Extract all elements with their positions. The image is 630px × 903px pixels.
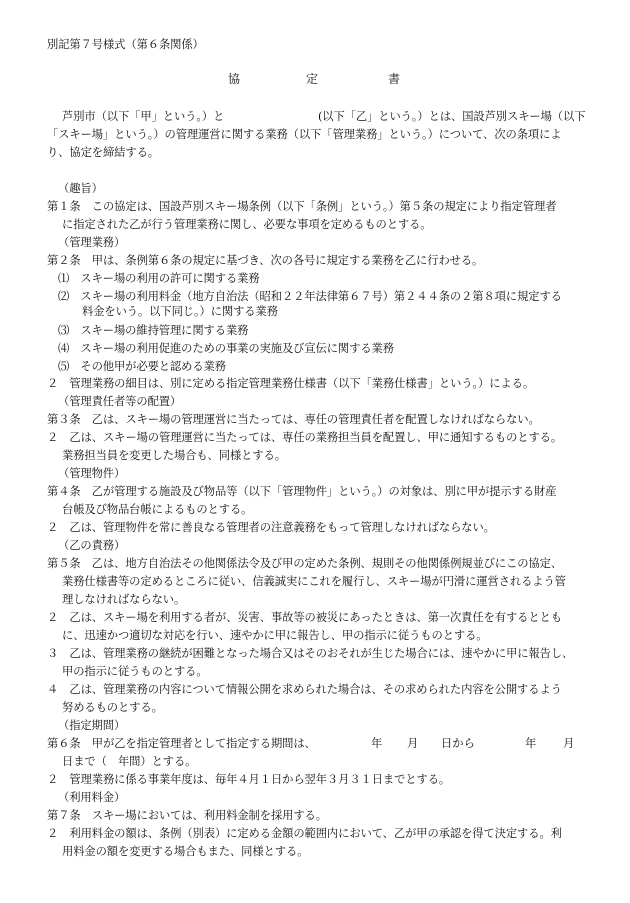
article-6-line-2: 日まで（ 年間）とする。 xyxy=(62,755,197,768)
intro-line-2: 「スキー場」という。）の管理運営に関する業務（以下「管理業務」という。）について、次の条項によ xyxy=(47,128,562,141)
article-7-para-2: ２ 利用料金の額は、条例（別表）に定める金額の範囲内において、乙が甲の承認を得て決定する。利 xyxy=(47,827,562,840)
article-7-line-1: 第７条 スキー場においては、利用料金制を採用する。 xyxy=(47,809,327,822)
article-7-para-2-cont: 用料金の額を変更する場合もまた、同様とする。 xyxy=(62,845,309,858)
article-5-line-2: 業務仕様書等の定めるところに従い、信義誠実にこれを履行し、スキー場が円滑に運営されるよう管 xyxy=(62,575,566,588)
article-4-line-2: 台帳及び物品台帳によるものとする。 xyxy=(62,503,253,516)
article-5-para-2: ２ 乙は、スキー場を利用する者が、災害、事故等の被災にあったときは、第一次責任を有するととも xyxy=(47,611,562,624)
article-6-month-2: 月 xyxy=(563,737,575,750)
article-2-item-3: ⑶ スキー場の維持管理に関する業務 xyxy=(58,324,249,337)
article-5-para-2-cont: に、迅速かつ適切な対応を行い、速やかに甲に報告し、甲の指示に従うものとする。 xyxy=(62,629,488,642)
article-2-line-1: 第２条 甲は、条例第６条の規定に基づき、次の各号に規定する業務を乙に行わせる。 xyxy=(47,254,484,267)
article-6-heading: （指定期間） xyxy=(58,719,126,732)
article-5-line-1: 第５条 乙は、地方自治法その他関係法令及び甲の定めた条例、規則その他関係例規並びにこの協定、 xyxy=(47,557,563,570)
article-6-month-1: 月 xyxy=(407,737,419,750)
article-5-para-4: ４ 乙は、管理業務の内容について情報公開を求められた場合は、その求められた内容を公開するよう xyxy=(47,683,562,696)
article-6-year-1: 年 xyxy=(371,737,383,750)
article-3-line-1: 第３条 乙は、スキー場の管理運営に当たっては、専任の管理責任者を配置しなければならない。 xyxy=(47,413,540,426)
article-5-para-3: ３ 乙は、管理業務の継続が困難となった場合又はそのおそれが生じた場合には、速やかに甲に報告し、 xyxy=(47,647,574,660)
title-char-2: 定 xyxy=(306,72,319,86)
article-5-para-3-cont: 甲の指示に従うものとする。 xyxy=(62,665,208,678)
article-5-para-4-cont: 努めるものとする。 xyxy=(62,701,163,714)
article-2-para-2: ２ 管理業務の細目は、別に定める指定管理業務仕様書（以下「業務仕様書」という。）による。 xyxy=(47,377,535,390)
article-2-item-2-cont: 料金をいう。以下同じ。）に関する業務 xyxy=(82,305,278,318)
article-2-item-2: ⑵ スキー場の利用料金（地方自治法（昭和２２年法律第６７号）第２４４条の２第８項に規定する xyxy=(58,290,562,303)
form-label: 別記第７号様式（第６条関係） xyxy=(47,38,204,51)
article-6-day-from: 日から xyxy=(441,737,475,750)
article-1-heading: （趣旨） xyxy=(58,182,103,195)
intro-line-1b: (以下「乙」という。）とは、国設芦別スキー場（以下 xyxy=(318,110,586,123)
intro-line-1a: 芦別市（以下「甲」という。）と xyxy=(62,110,225,123)
title-char-1: 協 xyxy=(228,72,241,86)
article-5-line-3: 理しなければならない。 xyxy=(62,593,186,606)
article-6-line-1-lead: 第６条 甲が乙を指定管理者として指定する期間は、 xyxy=(47,737,316,750)
article-2-heading: （管理業務） xyxy=(58,236,126,249)
article-4-heading: （管理物件） xyxy=(58,467,126,480)
article-1-line-1: 第１条 この協定は、国設芦別スキー場条例（以下「条例」という。）第５条の規定により指定管理者 xyxy=(47,200,557,213)
article-5-heading: （乙の責務） xyxy=(58,539,126,552)
article-6-para-2: ２ 管理業務に係る事業年度は、毎年４月１日から翌年３月３１日までとする。 xyxy=(47,773,451,786)
title-char-3: 書 xyxy=(388,72,401,86)
article-1-line-2: に指定された乙が行う管理業務に関し、必要な事項を定めるものとする。 xyxy=(62,218,432,231)
article-4-para-2: ２ 乙は、管理物件を常に善良なる管理者の注意義務をもって管理しなければならない。 xyxy=(47,521,495,534)
article-7-heading: （利用料金） xyxy=(58,791,126,804)
article-3-para-2: ２ 乙は、スキー場の管理運営に当たっては、専任の業務担当員を配置し、甲に通知するものとする。 xyxy=(47,431,563,444)
intro-line-3: り、協定を締結する。 xyxy=(47,146,159,159)
article-4-line-1: 第４条 乙が管理する施設及び物品等（以下「管理物件」という。）の対象は、別に甲が提示する財産 xyxy=(47,485,557,498)
article-2-item-5: ⑸ その他甲が必要と認める業務 xyxy=(58,360,226,373)
article-3-para-2-cont: 業務担当員を変更した場合も、同様とする。 xyxy=(62,449,286,462)
article-3-heading: （管理責任者等の配置） xyxy=(58,395,182,408)
article-2-item-4: ⑷ スキー場の利用促進のための事業の実施及び宣伝に関する業務 xyxy=(58,342,394,355)
article-2-item-1: ⑴ スキー場の利用の許可に関する業務 xyxy=(58,272,260,285)
article-6-year-2: 年 xyxy=(525,737,537,750)
